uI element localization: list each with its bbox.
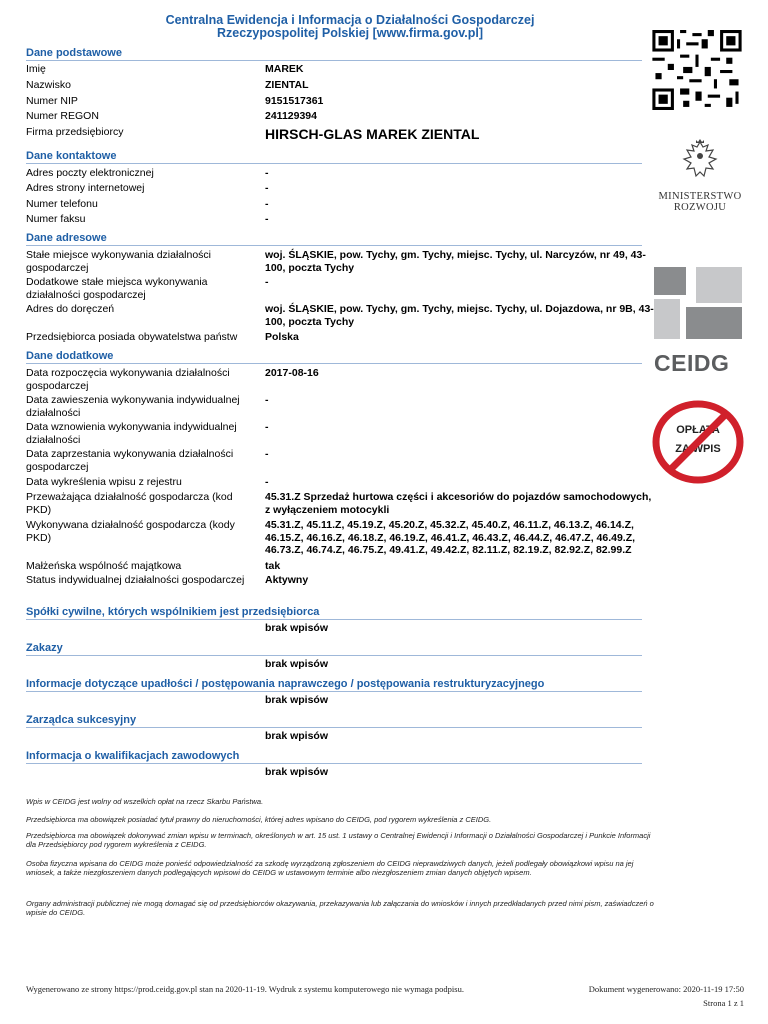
label: Data wykreślenia wpisu z rejestru	[26, 476, 182, 488]
label: Numer telefonu	[26, 198, 98, 210]
label: Numer NIP	[26, 95, 78, 107]
header-line-1: Centralna Ewidencja i Informacja o Działalności Gospodarczej	[165, 13, 535, 27]
section-bans: Zakazy	[26, 642, 642, 656]
label: Adres do doręczeń	[26, 303, 115, 315]
qualifications-empty: brak wpisów	[265, 766, 329, 778]
footer-page: Strona 1 z 1	[703, 998, 744, 1008]
label: Adres poczty elektronicznej	[26, 167, 154, 179]
label: Data rozpoczęcia wykonywania działalności gospodarczej	[26, 367, 230, 392]
label: Nazwisko	[26, 79, 71, 91]
label: Firma przedsiębiorcy	[26, 126, 124, 138]
footer-source: Wygenerowano ze strony https://prod.ceidg.gov.pl stan na 2020-11-19. Wydruk z systemu komputerowego nie wymaga podpisu.	[26, 984, 464, 994]
stamp-text-2: ZA WPIS	[675, 443, 721, 455]
note-changes: Przedsiębiorca ma obowiązek dokonywać zmian wpisu w terminach, określonych w art. 15 ust. 1 ustawy o Centralnej Ewidencji i Informacji o Działalności Gospodarczej i Punkcie Informacji dla Przedsiębiorcy pod rygorem wykreślenia z CEIDG.	[26, 831, 651, 849]
label: Numer REGON	[26, 110, 99, 122]
ministry-logo	[652, 138, 748, 213]
section-companies: Spółki cywilne, których wspólnikiem jest przedsiębiorca	[26, 606, 642, 620]
value: -	[265, 394, 269, 406]
section-extra: Dane dodatkowe	[26, 350, 642, 364]
label: Stałe miejsce wykonywania działalności gospodarczej	[26, 249, 212, 274]
bans-empty: brak wpisów	[265, 658, 329, 670]
stamp-text-1: OPŁATA	[676, 424, 720, 436]
label: Adres strony internetowej	[26, 182, 145, 194]
value: MAREK	[265, 63, 304, 75]
section-bankruptcy: Informacje dotyczące upadłości / postępowania naprawczego / postępowania restrukturyzacyjnego	[26, 678, 642, 692]
section-address: Dane adresowe	[26, 232, 642, 246]
value: 9151517361	[265, 95, 324, 107]
companies-empty: brak wpisów	[265, 622, 329, 634]
section-basic: Dane podstawowe	[26, 47, 642, 61]
value: tak	[265, 560, 281, 572]
value: ZIENTAL	[265, 79, 309, 91]
document-header	[120, 14, 580, 40]
value: woj. ŚLĄSKIE, pow. Tychy, gm. Tychy, miejsc. Tychy, ul. Dojazdowa, nr 9B, 43-100, poczta Tychy	[265, 303, 654, 328]
value: 2017-08-16	[265, 367, 319, 379]
value: 45.31.Z Sprzedaż hurtowa części i akcesoriów do pojazdów samochodowych, z wyłączeniem motocykli	[265, 491, 652, 516]
section-qualifications: Informacja o kwalifikacjach zawodowych	[26, 750, 642, 764]
ministry-name-line-1: MINISTERSTWO	[658, 191, 742, 202]
ceidg-mark-icon	[654, 267, 744, 339]
label: Status indywidualnej działalności gospodarczej	[26, 574, 245, 586]
section-contact: Dane kontaktowe	[26, 150, 642, 164]
header-line-2: Rzeczypospolitej Polskiej [www.firma.gov.pl]	[216, 26, 484, 40]
note-liability: Osoba fizyczna wpisana do CEIDG może ponieść odpowiedzialność za szkodę wyrządzoną zgłoszeniem do CEIDG nieprawdziwych danych, jeżeli podlegały obowiązkowi wpisu na jej wniosek, a także niezgłoszeniem danych podlegających wpisowi do CEIDG w ustawowym terminie albo niezgłoszeniem zmian danych objętych wpisem.	[26, 859, 634, 877]
label: Małżeńska wspólność majątkowa	[26, 560, 182, 572]
value: -	[265, 448, 269, 460]
ceidg-logo	[654, 267, 744, 377]
label: Data zawieszenia wykonywania indywidualnej działalności	[26, 394, 240, 419]
label: Numer faksu	[26, 213, 86, 225]
value: -	[265, 182, 269, 194]
ministry-name-line-2: ROZWOJU	[673, 202, 727, 213]
section-manager: Zarządca sukcesyjny	[26, 714, 642, 728]
qr-code	[652, 30, 742, 110]
value: Aktywny	[265, 574, 309, 586]
value: woj. ŚLĄSKIE, pow. Tychy, gm. Tychy, miejsc. Tychy, ul. Narcyzów, nr 49, 43-100, poczta Tychy	[265, 249, 646, 274]
label: Przeważająca działalność gospodarcza (kod PKD)	[26, 491, 233, 516]
note-property: Przedsiębiorca ma obowiązek posiadać tytuł prawny do nieruchomości, której adres wpisano do CEIDG, pod rygorem wykreślenia z CEIDG.	[26, 815, 492, 824]
value: 241129394	[265, 110, 317, 122]
label: Imię	[26, 63, 46, 75]
label: Dodatkowe stałe miejsca wykonywania działalności gospodarczej	[26, 276, 208, 301]
value: 45.31.Z, 45.11.Z, 45.19.Z, 45.20.Z, 45.32.Z, 45.40.Z, 46.11.Z, 46.13.Z, 46.14.Z, 46.15.Z, 46.16.Z, 46.18.Z, 46.19.Z, 46.41.Z, 46.43.Z, 46.44.Z, 46.47.Z, 46.49.Z, 46.73.Z, 46.74.Z, 46.75.Z, 49.41.Z, 49.42.Z, 82.11.Z, 82.19.Z, 82.92.Z, 82.99.Z	[265, 519, 636, 556]
no-fee-stamp	[652, 400, 744, 484]
note-fee: Wpis w CEIDG jest wolny od wszelkich opłat na rzecz Skarbu Państwa.	[26, 797, 264, 806]
value: -	[265, 421, 269, 433]
value: Polska	[265, 331, 299, 343]
value: -	[265, 213, 269, 225]
value: -	[265, 476, 269, 488]
note-administration: Organy administracji publicznej nie mogą domagać się od przedsiębiorców okazywania, przekazywania lub załączania do wniosków i innych przedkładanych przed nimi pism, zaświadczeń o wpisie do CEIDG.	[26, 899, 654, 917]
ceidg-wordmark: CEIDG	[654, 350, 730, 376]
value: -	[265, 167, 269, 179]
footer-generated-at: Dokument wygenerowano: 2020-11-19 17:50	[588, 984, 744, 994]
label: Data wznowienia wykonywania indywidualnej działalności	[26, 421, 237, 446]
prohibition-slash-icon	[652, 400, 744, 484]
label: Data zaprzestania wykonywania działalności gospodarczej	[26, 448, 234, 473]
value: -	[265, 276, 269, 288]
bankruptcy-empty: brak wpisów	[265, 694, 329, 706]
value: -	[265, 198, 269, 210]
eagle-emblem-icon	[680, 138, 720, 182]
label: Przedsiębiorca posiada obywatelstwa państw	[26, 331, 238, 343]
value: HIRSCH-GLAS MAREK ZIENTAL	[265, 126, 480, 142]
manager-empty: brak wpisów	[265, 730, 329, 742]
label: Wykonywana działalność gospodarcza (kody PKD)	[26, 519, 235, 544]
